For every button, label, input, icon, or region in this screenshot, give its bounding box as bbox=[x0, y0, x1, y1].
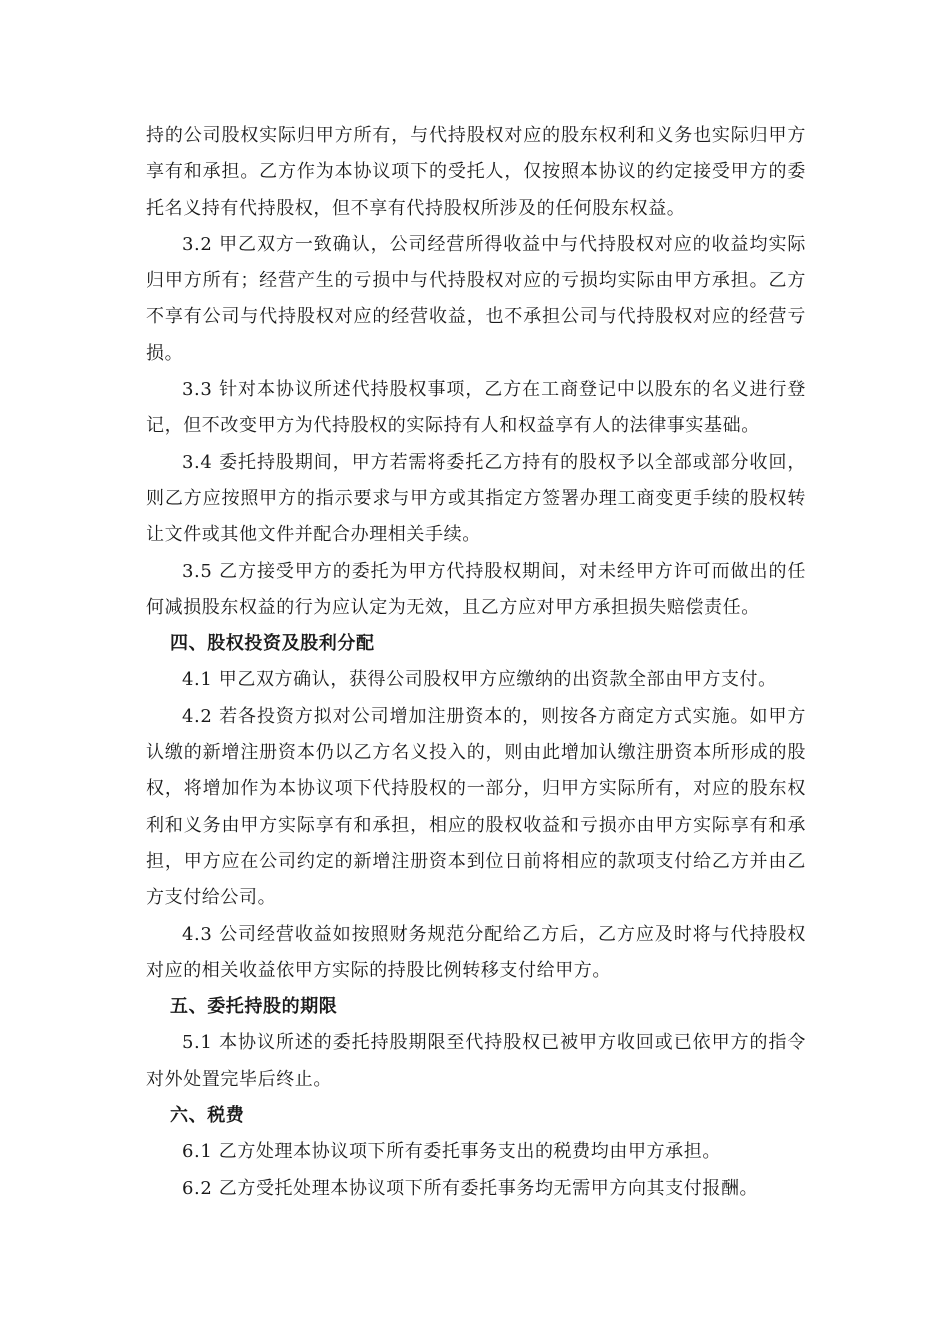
paragraph-4-2: 4.2 若各投资方拟对公司增加注册资本的，则按各方商定方式实施。如甲方认缴的新增注册资本仍以乙方名义投入的，则由此增加认缴注册资本所形成的股权，将增加作为本协议项下代持股权的一部分，归甲方实际所有，对应的股东权利和义务由甲方实际享有和承担，相应的股权收益和亏损亦由甲方实际享有和承担，甲方应在公司约定的新增注册资本到位日前将相应的款项支付给乙方并由乙方支付给公司。 bbox=[146, 705, 806, 909]
paragraph-3-4: 3.4 委托持股期间，甲方若需将委托乙方持有的股权予以全部或部分收回，则乙方应按照甲方的指示要求与甲方或其指定方签署办理工商变更手续的股权转让文件或其他文件并配合办理相关手续。 bbox=[146, 451, 806, 546]
paragraph-5-1: 5.1 本协议所述的委托持股期限至代持股权已被甲方收回或已依甲方的指令对外处置完毕后终止。 bbox=[146, 1032, 806, 1090]
paragraph-4-3: 4.3 公司经营收益如按照财务规范分配给乙方后，乙方应及时将与代持股权对应的相关收益依甲方实际的持股比例转移支付给甲方。 bbox=[146, 923, 806, 981]
paragraph-3-2: 3.2 甲乙双方一致确认，公司经营所得收益中与代持股权对应的收益均实际归甲方所有；经营产生的亏损中与代持股权对应的亏损均实际由甲方承担。乙方不享有公司与代持股权对应的经营收益，也不承担公司与代持股权对应的经营亏损。 bbox=[146, 233, 806, 364]
paragraph-3-5: 3.5 乙方接受甲方的委托为甲方代持股权期间，对未经甲方许可而做出的任何减损股东权益的行为应认定为无效，且乙方应对甲方承担损失赔偿责任。 bbox=[146, 560, 806, 618]
paragraph-3-3: 3.3 针对本协议所述代持股权事项，乙方在工商登记中以股东的名义进行登记，但不改变甲方为代持股权的实际持有人和权益享有人的法律事实基础。 bbox=[146, 379, 806, 437]
section-heading-4: 四、股权投资及股利分配 bbox=[170, 633, 375, 655]
paragraph-3-1-continued: 持的公司股权实际归甲方所有，与代持股权对应的股东权利和义务也实际归甲方享有和承担。乙方作为本协议项下的受托人，仅按照本协议的约定接受甲方的委托名义持有代持股权，但不享有代持股权所涉及的任何股东权益。 bbox=[146, 125, 806, 219]
section-heading-5: 五、委托持股的期限 bbox=[170, 996, 338, 1018]
section-heading-6: 六、税费 bbox=[170, 1105, 245, 1127]
paragraph-4-1: 4.1 甲乙双方确认，获得公司股权甲方应缴纳的出资款全部由甲方支付。 bbox=[182, 669, 777, 691]
paragraph-6-2: 6.2 乙方受托处理本协议项下所有委托事务均无需甲方向其支付报酬。 bbox=[182, 1177, 759, 1199]
document-body bbox=[146, 118, 806, 1207]
paragraph-6-1: 6.1 乙方处理本协议项下所有委托事务支出的税费均由甲方承担。 bbox=[182, 1141, 721, 1163]
